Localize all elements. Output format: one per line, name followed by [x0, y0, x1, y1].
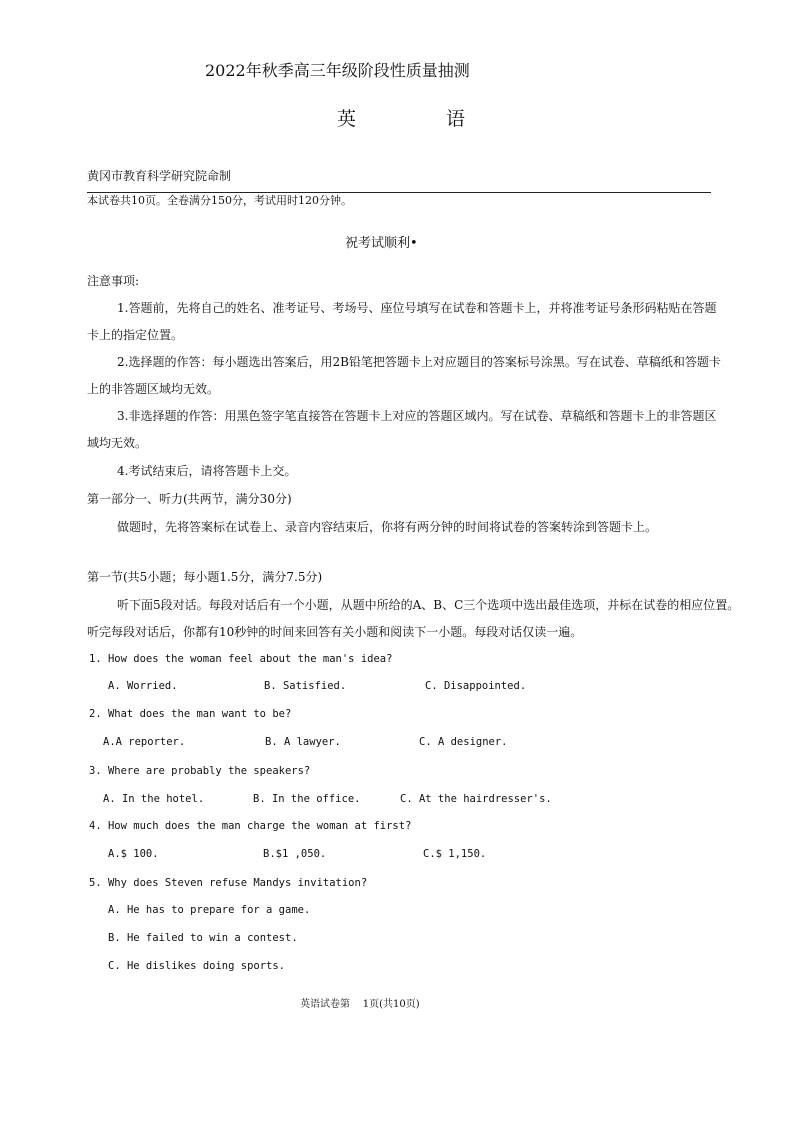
question-3-option-c: C. At the hairdresser's.: [400, 793, 552, 805]
part1-heading: 第一部分一、听力(共两节，满分30分): [87, 492, 292, 506]
question-4-option-b: B.$1 ,050.: [263, 848, 327, 860]
note-3-line-2: 域均无效。: [87, 436, 148, 450]
notes-heading: 注意事项:: [87, 274, 140, 288]
question-5-option-b: B. He failed to win a contest.: [108, 932, 298, 944]
publisher: 黄冈市教育科学研究院命制: [87, 169, 232, 183]
section1-heading: 第一节(共5小题；每小题1.5分，满分7.5分): [87, 570, 323, 584]
section1-instruction-line-1: 听下面5段对话。每段对话后有一个小题，从题中所给的A、B、C三个选项中选出最佳选项，并标在试卷的相应位置。: [117, 598, 740, 612]
question-4-option-a: A.$ 100.: [108, 848, 159, 860]
question-1-option-a: A. Worried.: [108, 680, 178, 692]
note-2-line-1: 2.选择题的作答：每小题选出答案后，用2B铅笔把答题卡上对应题目的答案标号涂黑。写在试卷、草稿纸和答题卡: [117, 355, 721, 369]
question-5-option-c: C. He dislikes doing sports.: [108, 960, 286, 972]
note-1-line-1: 1.答题前，先将自己的姓名、准考证号、考场号、座位号填写在试卷和答题卡上，并将准考证号条形码粘贴在答题: [117, 301, 717, 315]
question-5-stem: 5. Why does Steven refuse Mandys invitation?: [89, 877, 368, 889]
question-2-stem: 2. What does the man want to be?: [89, 708, 292, 720]
exam-title: 2022年秋季高三年级阶段性质量抽测: [205, 61, 470, 80]
good-luck-line: 祝考试顺利•: [345, 236, 418, 251]
exam-scope: 本试卷共10页。全卷满分150分，考试用时120分钟。: [87, 194, 352, 207]
question-1-option-b: B. Satisfied.: [264, 680, 347, 692]
part1-instruction: 做题时，先将答案标在试卷上、录音内容结束后，你将有两分钟的时间将试卷的答案转涂到答题卡上。: [117, 520, 658, 534]
subject-char-1: 英: [337, 108, 357, 130]
question-5-option-a: A. He has to prepare for a game.: [108, 904, 311, 916]
question-2-option-b: B. A lawyer.: [265, 736, 341, 748]
section1-instruction-line-2: 听完每段对话后，你都有10秒钟的时间来回答有关小题和阅读下一小题。每段对话仅读一遍。: [87, 625, 583, 639]
question-3-option-a: A. In the hotel.: [103, 793, 205, 805]
note-1-line-2: 卡上的指定位置。: [87, 328, 184, 342]
question-1-option-c: C. Disappointed.: [425, 680, 527, 692]
note-3-line-1: 3.非选择题的作答：用黑色签字笔直接答在答题卡上对应的答题区域内。写在试卷、草稿纸和答题卡上的非答题区: [117, 409, 717, 423]
question-1-stem: 1. How does the woman feel about the man's idea?: [89, 653, 393, 665]
question-4-stem: 4. How much does the man charge the woman at first?: [89, 820, 412, 832]
question-3-stem: 3. Where are probably the speakers?: [89, 765, 311, 777]
note-2-line-2: 上的非答题区域均无效。: [87, 382, 220, 396]
question-2-option-c: C. A designer.: [419, 736, 508, 748]
subject-char-2: 语: [446, 108, 466, 130]
page-footer: 英语试卷第 1页(共10页): [300, 999, 420, 1010]
note-4: 4.考试结束后，请将答题卡上交。: [117, 464, 297, 478]
question-4-option-c: C.$ 1,150.: [423, 848, 487, 860]
question-3-option-b: B. In the office.: [253, 793, 361, 805]
question-2-option-a: A.A reporter.: [103, 736, 186, 748]
